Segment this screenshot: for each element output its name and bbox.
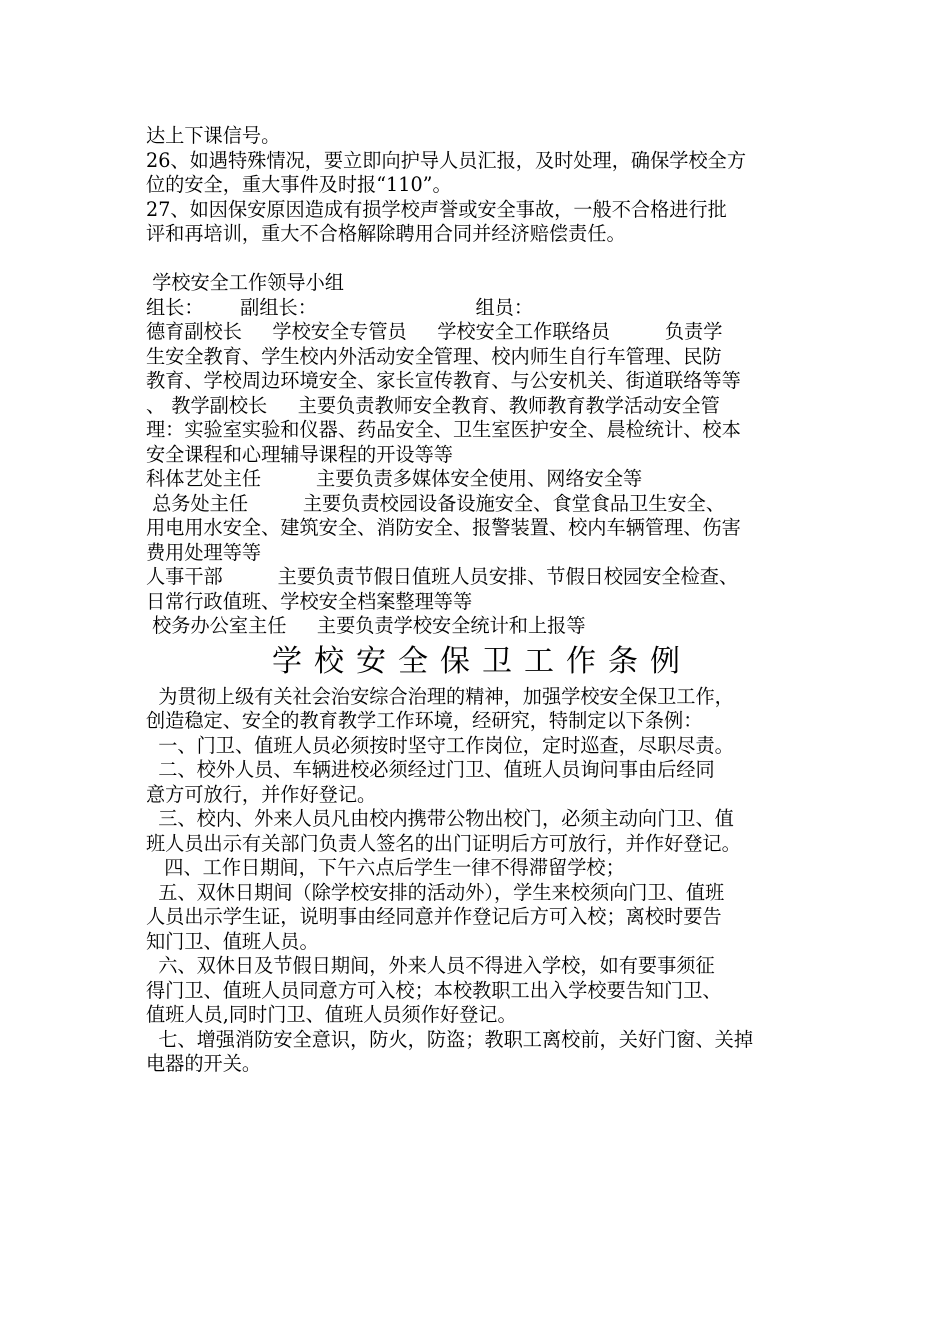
leadership-group-section	[146, 271, 818, 639]
text-line: 班人员出示有关部门负责人签名的出门证明后方可放行，并作好登记。	[146, 831, 741, 855]
text-line: 创造稳定、安全的教育教学工作环境，经研究，特制定以下条例：	[146, 709, 703, 732]
regulations-section	[146, 639, 818, 1077]
text-line: 校务办公室主任 主要负责学校安全统计和上报等	[146, 614, 586, 637]
text-line: 一、门卫、值班人员必须按时坚守工作岗位，定时巡查，尽职尽责。	[146, 733, 734, 757]
leadership-group-title: 学校安全工作领导小组	[146, 271, 344, 294]
text-line: 、 教学副校长 主要负责教师安全教育、教师教育教学活动安全管	[146, 393, 720, 417]
text-line: 意方可放行，并作好登记。	[146, 782, 377, 806]
text-line: 得门卫、值班人员同意方可入校；本校教职工出入学校要告知门卫、	[146, 978, 722, 1002]
text-line: 总务处主任 主要负责校园设备设施安全、食堂食品卫生安全、	[146, 491, 726, 515]
previous-section	[146, 124, 818, 247]
text-line: 人员出示学生证，说明事由经同意并作登记后方可入校；离校时要告	[146, 905, 722, 928]
text-line: 生安全教育、学生校内外活动安全管理、校内师生自行车管理、民防	[146, 344, 722, 368]
text-line: 三、校内、外来人员凡由校内携带公物出校门，必须主动向门卫、值	[146, 807, 734, 830]
text-line: 理：实验室实验和仪器、药品安全、卫生室医护安全、晨检统计、校本	[146, 418, 741, 441]
text-line: 安全课程和心理辅导课程的开设等等	[146, 442, 453, 466]
text-line: 教育、学校周边环境安全、家长宣传教育、与公安机关、街道联络等等	[146, 369, 741, 392]
text-line: 二、校外人员、车辆进校必须经过门卫、值班人员询问事由后经同	[146, 758, 715, 781]
regulations-title: 学校安全保卫工作条例	[272, 643, 692, 679]
blank-line	[146, 247, 818, 272]
text-line: 达上下课信号。	[146, 124, 281, 147]
text-line: 五、双休日期间（除学校安排的活动外），学生来校须向门卫、值班	[146, 880, 725, 904]
text-line: 值班人员,同时门卫、值班人员须作好登记。	[146, 1003, 517, 1026]
text-line: 为贯彻上级有关社会治安综合治理的精神，加强学校安全保卫工作，	[146, 684, 734, 708]
text-line: 位的安全，重大事件及时报“110”。	[146, 173, 452, 196]
text-line: 电器的开关。	[146, 1052, 262, 1075]
text-line: 知门卫、值班人员。	[146, 929, 319, 953]
text-line: 德育副校长 学校安全专管员 学校安全工作联络员 负责学	[146, 320, 723, 343]
leadership-roles-line: 组长： 副组长： 组员：	[146, 295, 534, 319]
text-line: 27、如因保安原因造成有损学校声誉或安全事故，一般不合格进行批	[146, 197, 727, 221]
text-line: 26、如遇特殊情况，要立即向护导人员汇报，及时处理，确保学校全方	[146, 148, 747, 172]
text-line: 用电用水安全、建筑安全、消防安全、报警装置、校内车辆管理、伤害	[146, 516, 741, 539]
text-line: 七、增强消防安全意识，防火，防盗；教职工离校前，关好门窗、关掉	[146, 1027, 754, 1051]
document-page	[146, 124, 818, 1077]
text-line: 评和再培训，重大不合格解除聘用合同并经济赔偿责任。	[146, 222, 626, 245]
text-line: 四、工作日期间，下午六点后学生一律不得滞留学校；	[146, 856, 625, 879]
text-line: 人事干部 主要负责节假日值班人员安排、节假日校园安全检查、	[146, 565, 739, 588]
text-line: 日常行政值班、学校安全档案整理等等	[146, 589, 473, 613]
text-line: 费用处理等等	[146, 540, 262, 564]
text-line: 科体艺处主任 主要负责多媒体安全使用、网络安全等	[146, 467, 643, 490]
text-line: 六、双休日及节假日期间，外来人员不得进入学校，如有要事须征	[146, 954, 715, 977]
